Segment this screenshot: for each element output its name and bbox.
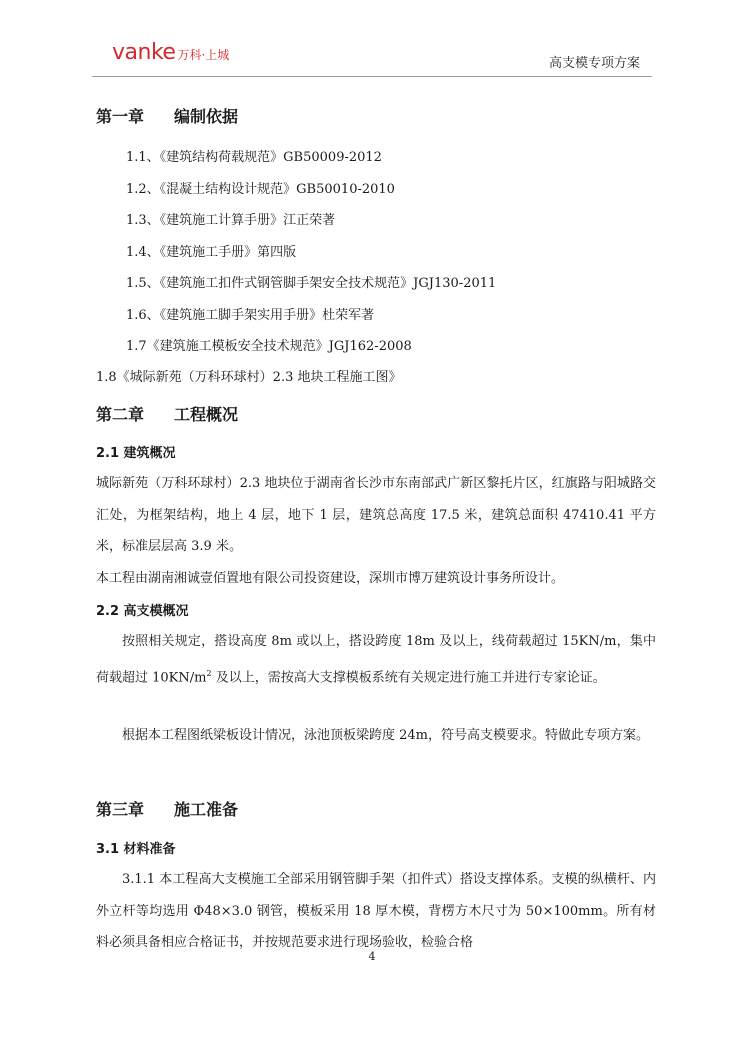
superscript-2: 2 bbox=[206, 668, 212, 678]
reference-item-6: 1.6、《建筑施工脚手架实用手册》杜荣军著 bbox=[126, 308, 375, 323]
reference-item-7: 1.7《建筑施工模板安全技术规范》JGJ162-2008 bbox=[126, 339, 412, 354]
reference-item-2: 1.2、《混凝土结构设计规范》GB50010-2010 bbox=[126, 182, 395, 197]
chapter-1-title: 编制依据 bbox=[174, 107, 239, 126]
chapter-2-title: 工程概况 bbox=[174, 405, 239, 424]
document-title: 高支模专项方案 bbox=[548, 56, 640, 71]
chapter-3-heading bbox=[96, 797, 238, 820]
section-3-1-title: 3.1 材料准备 bbox=[96, 842, 176, 857]
logo-text-en: vanke bbox=[112, 40, 176, 65]
reference-item-3: 1.3、《建筑施工计算手册》江正荣著 bbox=[126, 213, 336, 228]
reference-item-8: 1.8《城际新苑（万科环球村）2.3 地块工程施工图》 bbox=[96, 370, 402, 385]
section-3-1-paragraph-1: 3.1.1 本工程高大支模施工全部采用钢管脚手架（扣件式）搭设支撑体系。支模的纵横杆、内外立杆等均选用 Φ48×3.0 钢管，模板采用 18 厚木模，背楞方木尺寸为 50×100mm。所有材料必须具备相应合格证书，并按规范要求进行现场验收，检验合格 bbox=[96, 872, 656, 950]
header-divider bbox=[92, 76, 652, 77]
chapter-2-heading bbox=[96, 402, 238, 425]
page-header bbox=[0, 0, 744, 80]
chapter-2-number: 第二章 bbox=[96, 405, 145, 424]
page-number: 4 bbox=[368, 950, 376, 963]
vanke-logo bbox=[112, 40, 229, 65]
reference-item-5: 1.5、《建筑施工扣件式钢管脚手架安全技术规范》JGJ130-2011 bbox=[126, 276, 497, 291]
chapter-1-number: 第一章 bbox=[96, 107, 145, 126]
reference-item-1: 1.1、《建筑结构荷载规范》GB50009-2012 bbox=[126, 150, 382, 165]
section-2-2-paragraph-2: 根据本工程图纸梁板设计情况，泳池顶板梁跨度 24m，符号高支模要求。特做此专项方案。 bbox=[122, 728, 650, 743]
para-2-2-text-a: 按照相关规定，搭设高度 8m 或以上，搭设跨度 18m 及以上，线荷载超过 15KN/m，集中荷载超过 10KN/m bbox=[96, 634, 656, 685]
section-2-2-title: 2.2 高支模概况 bbox=[96, 604, 189, 619]
logo-text-cn: 万科·上城 bbox=[177, 48, 230, 62]
chapter-3-title: 施工准备 bbox=[174, 800, 239, 819]
chapter-1-heading bbox=[96, 104, 238, 127]
reference-item-4: 1.4、《建筑施工手册》第四版 bbox=[126, 245, 297, 260]
section-2-2-paragraph-1 bbox=[96, 626, 656, 693]
section-2-1-paragraph-1: 城际新苑（万科环球村）2.3 地块位于湖南省长沙市东南部武广新区黎托片区，红旗路与阳城路交汇处，为框架结构，地上 4 层，地下 1 层，建筑总高度 17.5 米，建筑总面积 47410.41 平方米，标准层层高 3.9 米。 bbox=[96, 476, 656, 554]
section-2-1-paragraph-2: 本工程由湖南湘诚壹佰置地有限公司投资建设，深圳市博万建筑设计事务所设计。 bbox=[96, 571, 565, 586]
para-2-2-text-b: 及以上，需按高大支撑模板系统有关规定进行施工并进行专家论证。 bbox=[211, 669, 606, 685]
chapter-3-number: 第三章 bbox=[96, 800, 145, 819]
section-2-1-title: 2.1 建筑概况 bbox=[96, 446, 176, 461]
